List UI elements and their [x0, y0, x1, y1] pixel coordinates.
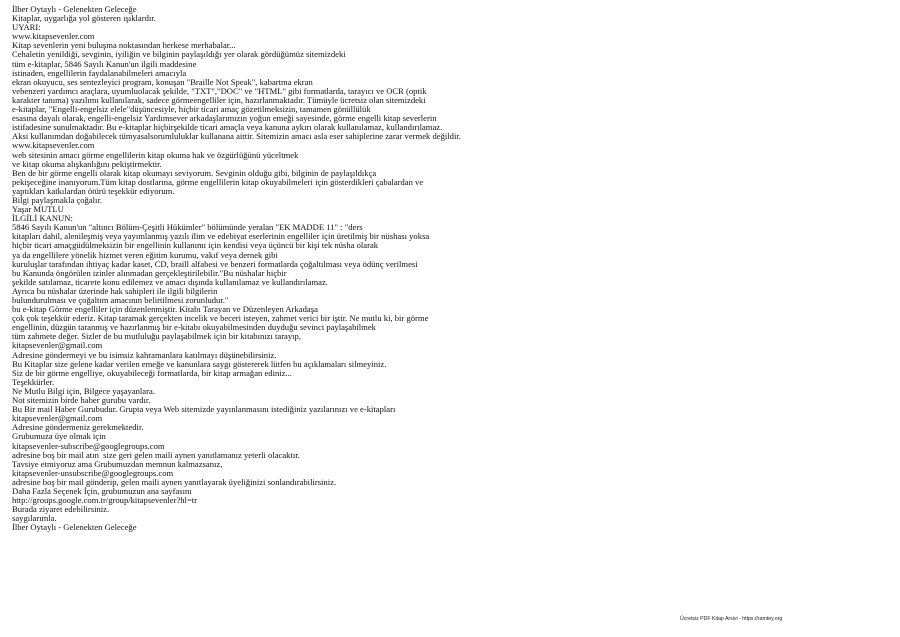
document-body: [12, 5, 872, 532]
document-line: Yaşar MUTLU: [12, 204, 64, 215]
document-line: kitapsevenler-unsubscribe@googlegroups.com: [12, 467, 174, 478]
document-line: Tavsiye etmiyoruz ama Grubumuzdan memnun kalmazsanız,: [12, 458, 223, 469]
document-line: Kitap sevenlerin yeni buluşma noktasından herkese merhabalar...: [12, 40, 236, 51]
document-line: esasına dayalı olarak, engelli-engelsiz Yardımsever arkadaşlarımızın yoğun emeği sayesinde, görme engelli kitap severlerin: [12, 113, 437, 124]
document-line: İlber Oytaylı - Gelenekten Geleceğe: [12, 4, 137, 14]
document-line: www.kitapsevenler.com: [12, 31, 95, 42]
document-line: vebenzeri yardımcı araçlara, uyumluolacak şekilde, "TXT","DOC" ve "HTML" gibi formatlarda, tarayıcı ve OCR (optik: [12, 85, 427, 96]
document-line: kitapsevenler@gmail.com: [12, 413, 103, 424]
document-line: Burada ziyaret edebilirsiniz.: [12, 504, 110, 515]
document-line: ekran okuyucu, ses sentezleyici program, konuşan "Braille Not Speak", kabartma ekran: [12, 76, 313, 87]
document-line: Bilgi paylaşmakla çoğalır.: [12, 194, 102, 205]
document-line: karakter tanıma) yazılımı kullanılarak, sadece görmeengelliler için, hazırlanmaktadır. Tümüyle ücretsiz olan sitemizdeki: [12, 94, 426, 105]
document-line: kitapları dahil, alenileşmiş veya yayımlanmış yazılı ilim ve edebiyat eserlerinin engelliler için üretilmiş bir nüshası yoksa: [12, 231, 430, 242]
document-line: kitapsevenler@gmail.com: [12, 340, 103, 351]
document-line: Kitaplar, uygarlığa yol gösteren ışıklardır.: [12, 13, 156, 24]
document-line: bu e-kitap Görme engelliler için düzenlenmiştir. Kitabı Tarayan ve Düzenleyen Arkadaşa: [12, 304, 318, 315]
document-line: adresine boş bir mail atın size geri gelen maili aynen yanıtlamanız yeterli olacaktır.: [12, 449, 300, 460]
document-line: pekişeceğine inanıyorum.Tüm kitap dostlarına, görme engellilerin kitap okuyabilmeleri için gösterdikleri çabalardan ve: [12, 176, 424, 187]
document-line: kuruluşlar tarafından ihtiyaç kadar kaset, CD, braill alfabesi ve benzeri formatlarda çoğaltılması veya ödünç verilmesi: [12, 258, 418, 269]
document-line: ya da engellilere yönelik hizmet veren eğitim kurumu, vakıf veya dernek gibi: [12, 249, 278, 260]
document-line: e-kitaplar, "Engelli-engelsiz elele"düşüncesiyle, hiçbir ticari amaç gözetilmeksizin, tamamen gönüllülük: [12, 104, 371, 115]
document-line: yaptıkları katkılardan ötürü teşekkür ediyorum.: [12, 185, 175, 196]
document-line: istifadesine sunulmaktadır. Bu e-kitaplar hiçbirşekilde ticari amaçla veya kanuna aykırı olarak kullanılamaz, kullandırılamaz.: [12, 122, 443, 133]
document-line: hiçbir ticari amaçgüdülmeksizin bir engellinin kullanımı için kendisi veya üçüncü bir kişi tek nüsha olarak: [12, 240, 379, 251]
document-line: Adresine göndermeyi ve bu isimsiz kahramanlara katılmayı düşünebilirsiniz.: [12, 349, 277, 360]
document-line: tüm zahmete değer. Sizler de bu mutluluğu paylaşabilmek için bir kitabınızı tarayıp,: [12, 331, 302, 342]
document-line: istinaden, engellilerin faydalanabilmeleri amacıyla: [12, 67, 187, 78]
document-line: Siz de bir görme engelliye, okuyabileceği formatlarda, bir kitap armağan ediniz...: [12, 367, 292, 378]
document-line: http://groups.google.com.tr/group/kitapsevenler?hl=tr: [12, 495, 198, 506]
page-footer-note: Ücretsiz PDF Kitap Arsivi - https://ramtey.org: [680, 616, 783, 622]
document-line: www.kitapsevenler.com: [12, 140, 95, 151]
document-line: adresine boş bir mail gönderip, gelen maili aynen yanıtlayarak üyeliğinizi sonlandırabilirsiniz.: [12, 476, 337, 487]
document-line: Not sitemizin birde haber gurubu vardır.: [12, 395, 151, 406]
document-line: Ne Mutlu Bilgi için, Bilgece yaşayanlara.: [12, 385, 155, 396]
document-line: tüm e-kitaplar, 5846 Sayılı Kanun'un ilgili maddesine: [12, 58, 197, 69]
document-line: Adresine göndermeniz gerekmektedir.: [12, 422, 144, 433]
document-line: şekilde satılamaz, ticarete konu edilemez ve amacı dışında kullanılamaz ve kullandırılamaz.: [12, 276, 328, 287]
document-line: bu Kanunda öngörülen izinler alınmadan gerçekleştirilebilir."Bu nüshalar hiçbir: [12, 267, 287, 278]
document-line: Cehaletin yenildiği, sevginin, iyiliğin ve bilginin paylaşıldığı yer olarak gördüğümüz sitemizdeki: [12, 49, 346, 60]
document-line: Ayrıca bu nüshalar üzerinde hak sahipleri ile ilgili bilgilerin: [12, 285, 218, 296]
document-line: Bu Bir mail Haber Gurubudur. Grupta veya Web sitemizde yayınlanmasını istediğiniz yazılarınızı ve e-kitapları: [12, 404, 396, 415]
document-line: Daha Fazla Seçenek İçin, grubumuzun ana sayfasını: [12, 485, 192, 496]
document-line: çok çok teşekkür ederiz. Kitap taramak gerçekten incelik ve beceri isteyen, zahmet verici bir iştir. Ne mutlu ki, bir görme: [12, 313, 429, 324]
document-line: Aksi kullanımdan doğabilecek tümyasalsorumluluklar kullanana aittir. Sitemizin amacı asla eser sahiplerine zarar vermek değildir.: [12, 131, 461, 142]
document-line: web sitesinin amacı görme engellilerin kitap okuma hak ve özgürlüğünü yüceltmek: [12, 149, 299, 160]
document-line: bulundurulması ve çoğaltım amacının belirtilmesi zorunludur.": [12, 295, 229, 305]
document-line: saygılarımla.: [12, 513, 57, 524]
document-line: Teşekkürler.: [12, 376, 55, 387]
document-line: Ben de bir görme engelli olarak kitap okumayı seviyorum. Sevginin olduğu gibi, bilginin de paylaşıldıkça: [12, 167, 377, 178]
document-line: kitapsevenler-subscribe@googlegroups.com: [12, 440, 165, 451]
document-line: Bu Kitaplar size gelene kadar verilen emeğe ve kanunlara saygı göstererek lütfen bu açıklamaları silmeyiniz.: [12, 358, 387, 369]
document-line: engellinin, düzgün taranmış ve hazırlanmış bir e-kitabı okuyabilmesinden duyduğu sevinci paylaşabilmek: [12, 322, 376, 333]
document-line: 5846 Sayılı Kanun'un "altıncı Bölüm-Çeşitli Hükümler" bölümünde yeralan "EK MADDE 11" : "ders: [12, 222, 363, 233]
document-line: ve kitap okuma alışkanlığını pekiştirmektir.: [12, 158, 162, 169]
document-line: Grubumuza üye olmak için: [12, 431, 106, 442]
document-line: UYARI:: [12, 22, 41, 33]
document-line: İLGİLİ KANUN:: [12, 213, 73, 224]
document-line: İlber Oytaylı - Gelenekten Geleceğe: [12, 522, 137, 533]
